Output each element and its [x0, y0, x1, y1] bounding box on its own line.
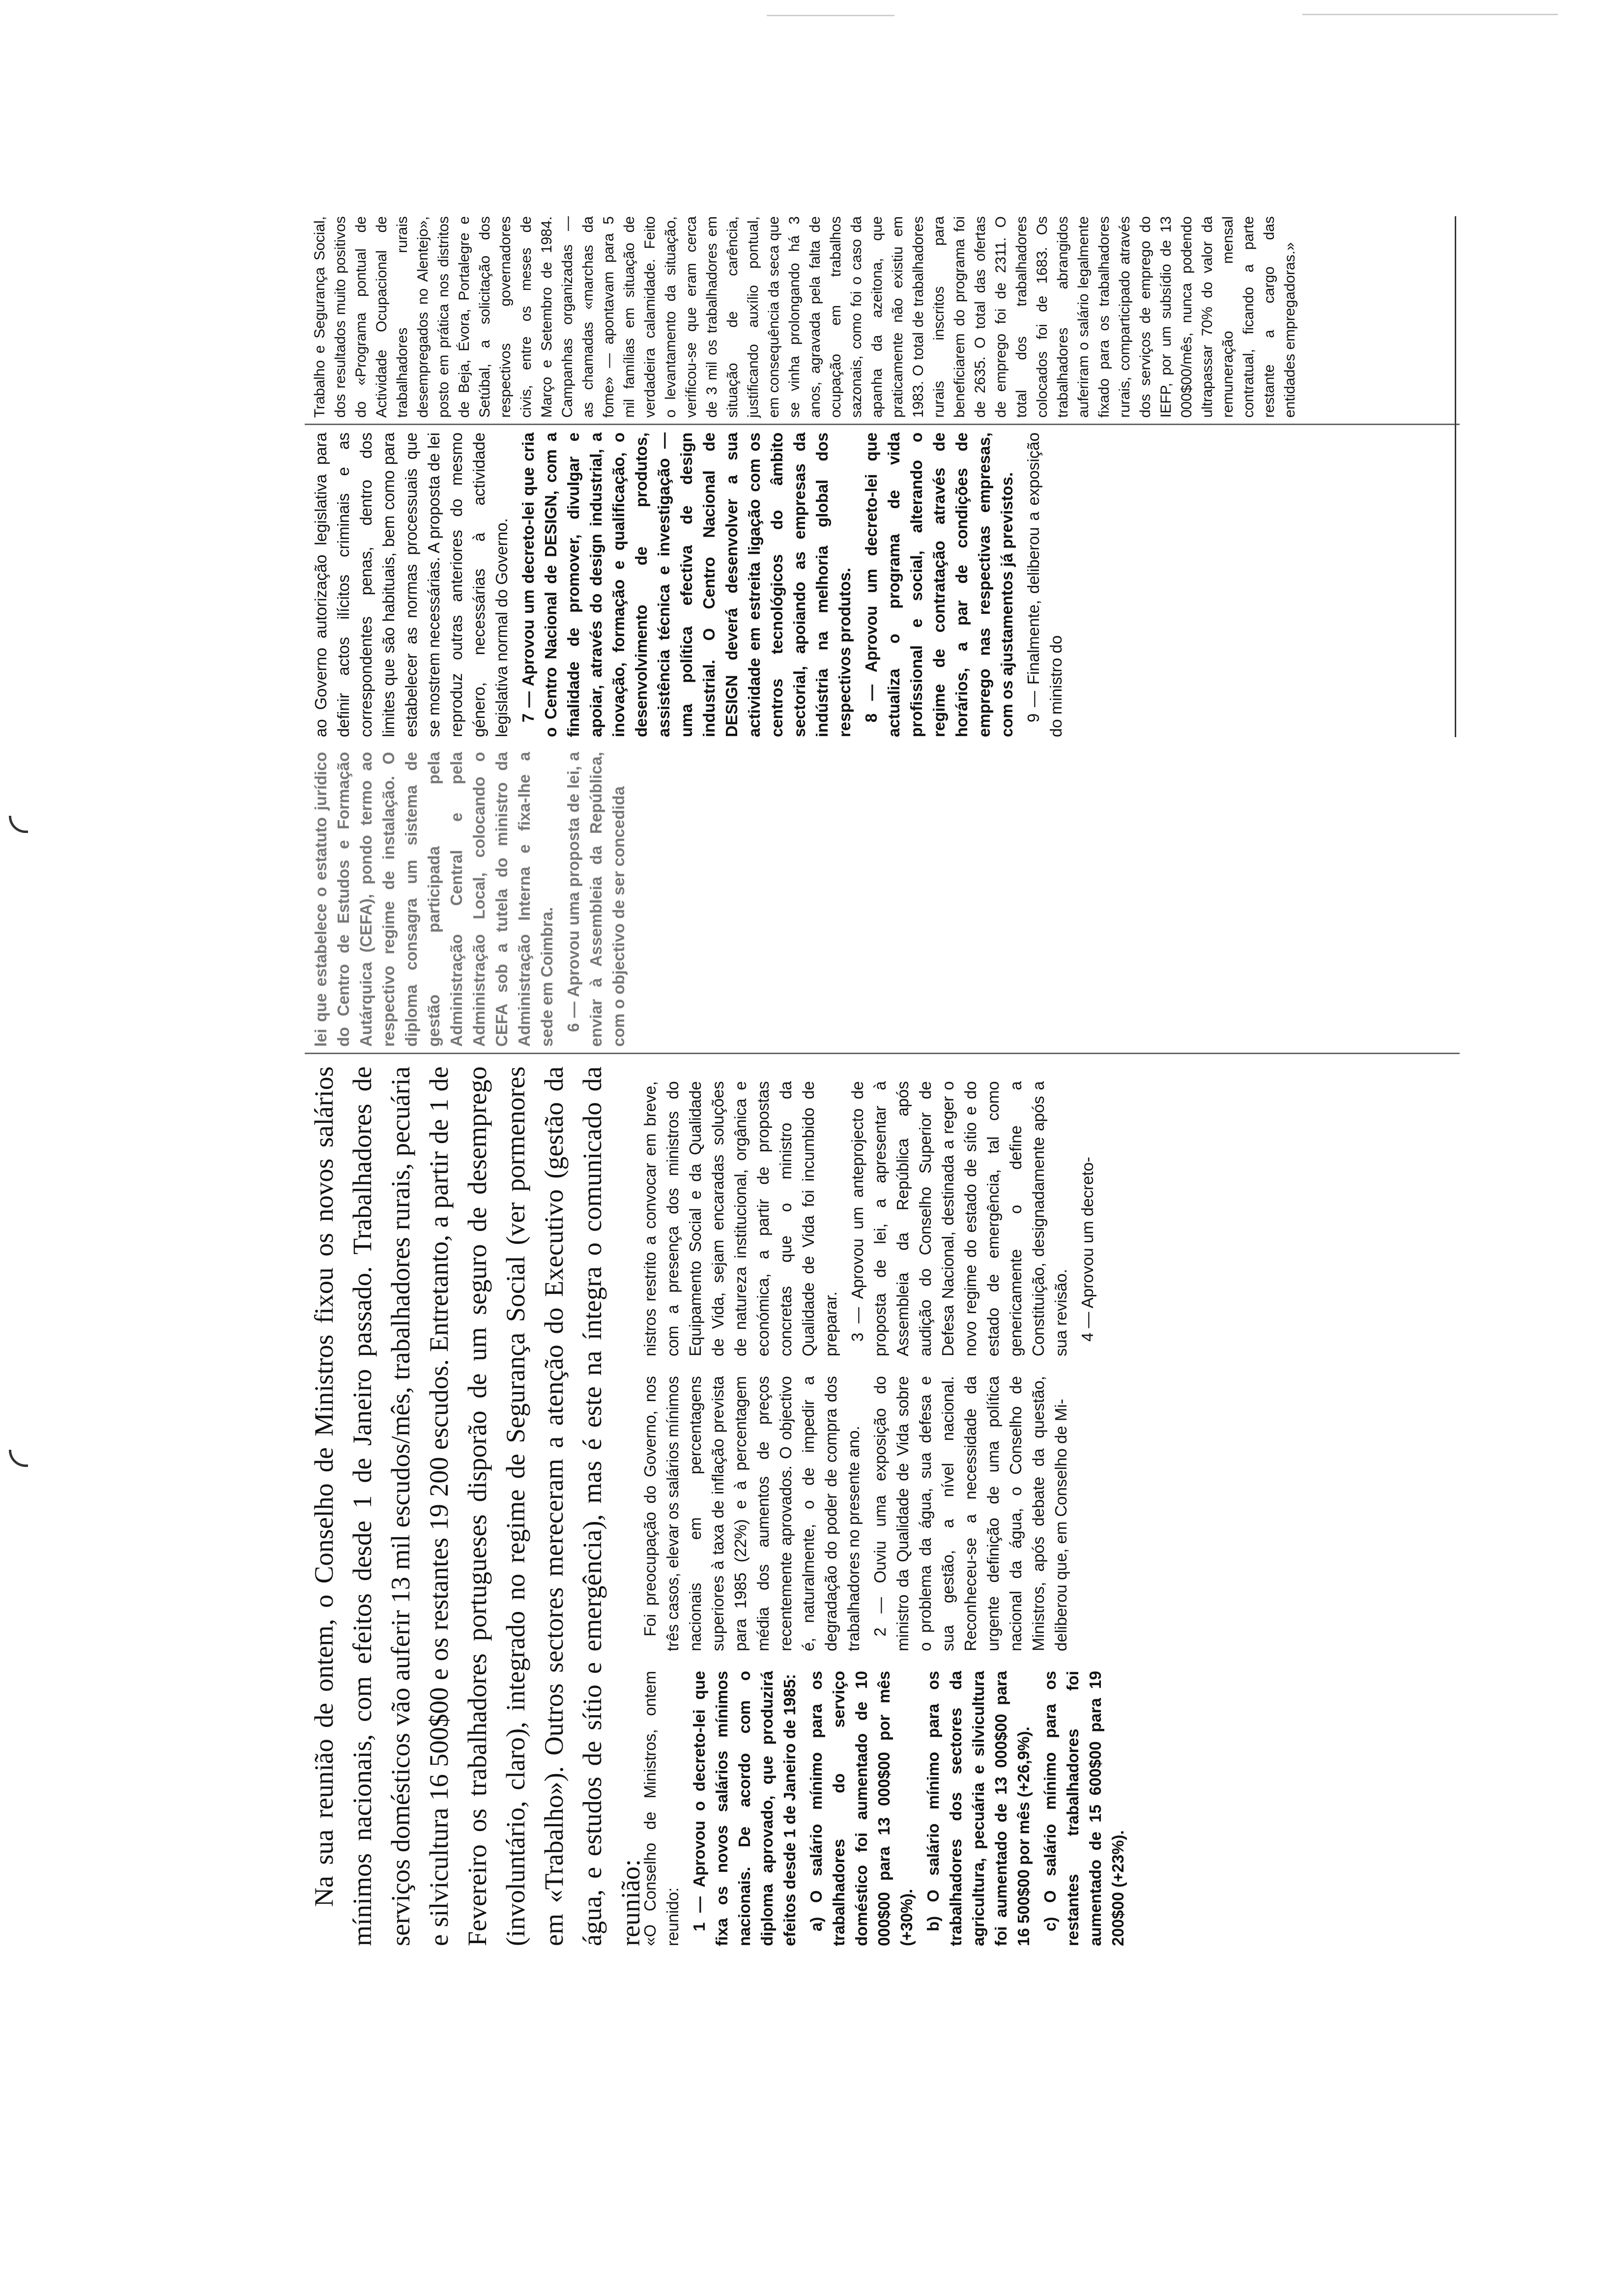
col2-p0: Foi preocupação do Governo, nos três casos, elevar os salários mínimos nacionais em percentagens superiores à taxa de inflação prevista para 1985 (22%) e à percentagem média dos aumentos de preços recentemente aprovados. O objectivo é, naturalmente, o de impedir a degradação do poder de compra dos trabalhadores no presente ano.	[641, 1376, 863, 1651]
scan-rule-top-short	[767, 15, 894, 16]
col6-p0: Trabalho e Segurança Social, dos resultados muito positivos do «Programa pontual de Actividade Ocupacional de trabalhadores rurais desempregados no Alentejo», posto em prática nos distritos de Beja, Évora, Portalegre e Setúbal, a solicitação dos respectivos governadores civis, entre os meses de Março e Setembro de 1984. Campanhas organizadas — as chamadas «marchas da fome» — apontavam para 5 mil famílias em situação de verdadeira calamidade. Feito o levantamento da situação, verificou-se que eram cerca de 3 mil os trabalhadores em situação de carência, justificando auxílio pontual, em consequência da seca que se vinha prolongando há 3 anos, agravada pela falta de ocupação em trabalhos sazonais, como foi o caso da apanha da azeitona, que praticamente não existiu em 1983. O total de trabalhadores rurais inscritos para beneficiarem do programa foi de 2635. O total das ofertas de emprego foi de 2311. O total dos trabalhadores colocados foi de 1683. Os trabalhadores abrangidos auferiram o salário legalmente fixado para os trabalhadores rurais, comparticipado através dos serviços de emprego do IEFP, por um subsídio de 13 000$00/mês, nunca podendo ultrapassar 70% do valor da remuneração mensal contratual, ficando a parte restante a cargo das entidades empregadoras.»	[312, 216, 1298, 418]
scan-rule-top	[1302, 14, 1558, 15]
col5-p2: 8 — Aprovou um decreto-lei que actualiza o programa de vida profissional e social, alterando o regime de contratação através de horários, a par de condições de emprego nas respectivas empresas, com os ajustamentos já previstos.	[862, 432, 1016, 737]
lead-text: Na sua reunião de ontem, o Conselho de Ministros fixou os novos salários mínimos nacionais, com efeitos desde 1 de Janeiro passado. Trabalhadores de serviços domésticos vão auferir 13 mil escudos/mês, trabalhadores rurais, pecuária e silvicultura 16 500$00 e os restantes 19 200 escudos. Entretanto, a partir de 1 de Fevereiro os trabalhadores portugueses disporão de um seguro de desemprego (involuntário, claro), integrado no regime de Segurança Social (ver pormenores em «Trabalho»). Outros sectores mereceram a atenção do Executivo (gestão da água, e estudos de sítio e emergência), mas é este na íntegra o comunicado da reunião:	[309, 1066, 645, 1946]
column-6	[310, 216, 1304, 418]
col1-p2: a) O salário mínimo para os trabalhadores do serviço doméstico foi aumentado de 10 000$00 para 13 000$00 por mês (+30%).	[807, 1671, 916, 1946]
col1-p1: 1 — Aprovou o decreto-lei que fixa os novos salários mínimos nacionais. De acordo com o diploma aprovado, que produzirá efeitos desde 1 de Janeiro de 1985:	[690, 1671, 799, 1946]
col1-p0: «O Conselho de Ministros, ontem reunido:	[641, 1671, 682, 1946]
col2-p1: 2 — Ouviu uma exposição do ministro da Qualidade de Vida sobre o problema da água, sua defesa e sua gestão, a nível nacional. Reconheceu-se a necessidade da urgente definição de uma política nacional da água, o Conselho de Ministros, após debate da questão, deliberou que, em Conselho de Mi-	[871, 1376, 1070, 1651]
column-1	[639, 1671, 1133, 1946]
col5-p1: 7 — Aprovou um decreto-lei que cria o Centro Nacional de DESIGN, com a finalidade de promover, divulgar e apoiar, através do design industrial, a inovação, formação e qualificação, o desenvolvimento de produtos, assistência técnica e investigação — uma política efectiva de design industrial. O Centro Nacional de DESIGN deverá desenvolver a sua actividade em estreita ligação com os centros tecnológicos do âmbito sectorial, apoiando as empresas da indústria na melhoria global dos respectivos produtos.	[519, 432, 854, 737]
col4-p0: lei que estabelece o estatuto jurídico do Centro de Estudos e Formação Autárquica (CEFA), pondo termo ao respectivo regime de instalação. O diploma consagra um sistema de gestão participada pela Administração Central e pela Administração Local, colocando o CEFA sob a tutela do ministro da Administração Interna e fixa-lhe a sede em Coimbra.	[312, 752, 556, 1047]
column-rule	[305, 1053, 1460, 1054]
column-rule	[305, 424, 1460, 425]
col3-p2: 4 — Aprovou um decreto-	[1078, 1156, 1096, 1342]
lead-paragraph	[305, 1066, 650, 1946]
col3-p1: 3 — Aprovou um anteprojecto de proposta de lei, a apresentar à Assembleia da República após audição do Conselho Superior de Defesa Nacional, destinada a reger o novo regime do estado de sítio e do estado de emergência, tal como genericamente o define a Constituição, designadamente após a sua revisão.	[848, 1081, 1070, 1356]
col1-p4: c) O salário mínimo para os restantes trabalhadores foi aumentado de 15 600$00 para 19 200$00 (+23%).	[1041, 1671, 1127, 1946]
col5-p3: 9 — Finalmente, deliberou a exposição do ministro do	[1024, 432, 1065, 737]
column-3	[639, 1081, 1103, 1356]
col5-p0: ao Governo autorização legislativa para definir actos ilícitos criminais e as correspondentes penas, dentro dos limites que são habituais, bem como para estabelecer as normas processuais que se mostrem necessárias. A proposta de lei reproduz outras anteriores do mesmo género, necessárias à actividade legislativa normal do Governo.	[312, 432, 511, 737]
column-4	[310, 752, 634, 1047]
column-5	[310, 432, 1071, 737]
newspaper-clipping	[305, 206, 1465, 1946]
col4-p1: 6 — Aprovou uma proposta de lei, a enviar à Assembleia da República, com o objectivo de ser concedida	[564, 752, 628, 1047]
binder-hole-mark	[9, 816, 28, 833]
col3-p0: nistros restrito a convocar em breve, com a presença dos ministros do Equipamento Social e da Qualidade de Vida, sejam encaradas soluções de natureza institucional, orgânica e económica, a partir de propostas concretas que o ministro da Qualidade de Vida foi incumbido de preparar.	[641, 1081, 840, 1356]
binder-hole-mark	[9, 1450, 28, 1467]
col1-p3: b) O salário mínimo para os trabalhadores dos sectores da agricultura, pecuária e silvicultura foi aumentado de 13 000$00 para 16 500$00 por mês (+26,9%).	[924, 1671, 1033, 1946]
article-end-rule	[1455, 216, 1456, 737]
column-2	[639, 1376, 1076, 1651]
